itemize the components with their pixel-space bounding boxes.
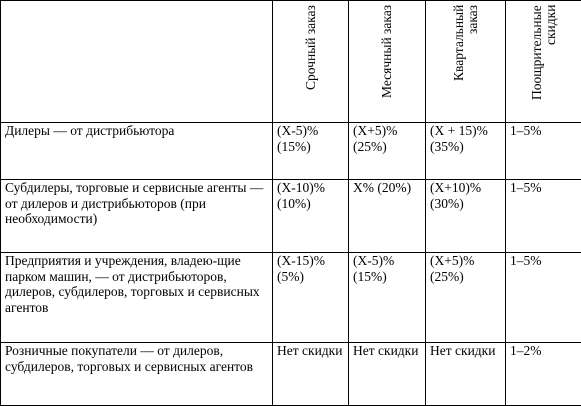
incentive-cell: 1–5% [506, 180, 581, 253]
incentive-cell: 1–5% [506, 253, 581, 343]
header-incentive-line1: Поощрительные [529, 5, 544, 100]
monthly-cell: Х% (20%) [349, 180, 426, 253]
header-monthly-label: Месячный заказ [379, 5, 395, 119]
incentive-cell: 1–5% [506, 123, 581, 180]
quarterly-cell: (Х+5)% (25%) [426, 253, 506, 343]
header-incentive-discounts [506, 1, 581, 123]
header-incentive-line2: скидки [543, 5, 558, 45]
table-row [1, 180, 581, 253]
urgent-cell: (Х-10)% (10%) [273, 180, 349, 253]
quarterly-cell: Нет скидки [426, 343, 506, 406]
urgent-cell: (Х-15)% (5%) [273, 253, 349, 343]
urgent-cell: Нет скидки [273, 343, 349, 406]
header-quarterly-line1: Квартальный [451, 5, 466, 81]
quarterly-cell: (Х + 15)% (35%) [426, 123, 506, 180]
header-quarterly-order [426, 1, 506, 123]
header-incentive-label [530, 5, 558, 119]
table-row [1, 343, 581, 406]
monthly-cell: (Х+5)% (25%) [349, 123, 426, 180]
header-urgent-order [273, 1, 349, 123]
incentive-cell: 1–2% [506, 343, 581, 406]
header-urgent-label: Срочный заказ [303, 5, 319, 119]
header-quarterly-line2: заказ [465, 5, 480, 34]
table-row [1, 253, 581, 343]
segment-cell: Субдилеры, торговые и сервисные агенты — от дилеров и дистрибьюторов (при необходимости) [1, 180, 273, 253]
monthly-cell: Нет скидки [349, 343, 426, 406]
table-header-row [1, 1, 581, 123]
quarterly-cell: (Х+10)% (30%) [426, 180, 506, 253]
segment-cell: Розничные покупатели — от дилеров, субдилеров, торговых и сервисных агентов [1, 343, 273, 406]
header-empty-cell [1, 1, 273, 123]
header-monthly-order [349, 1, 426, 123]
segment-cell: Дилеры — от дистрибьютора [1, 123, 273, 180]
table-row [1, 123, 581, 180]
urgent-cell: (Х-5)% (15%) [273, 123, 349, 180]
monthly-cell: (Х-5)% (15%) [349, 253, 426, 343]
segment-cell: Предприятия и учреждения, владею-щие парком машин, — от дистрибьюторов, дилеров, субдилеров, торговых и сервисных агентов [1, 253, 273, 343]
header-quarterly-label [452, 5, 480, 119]
